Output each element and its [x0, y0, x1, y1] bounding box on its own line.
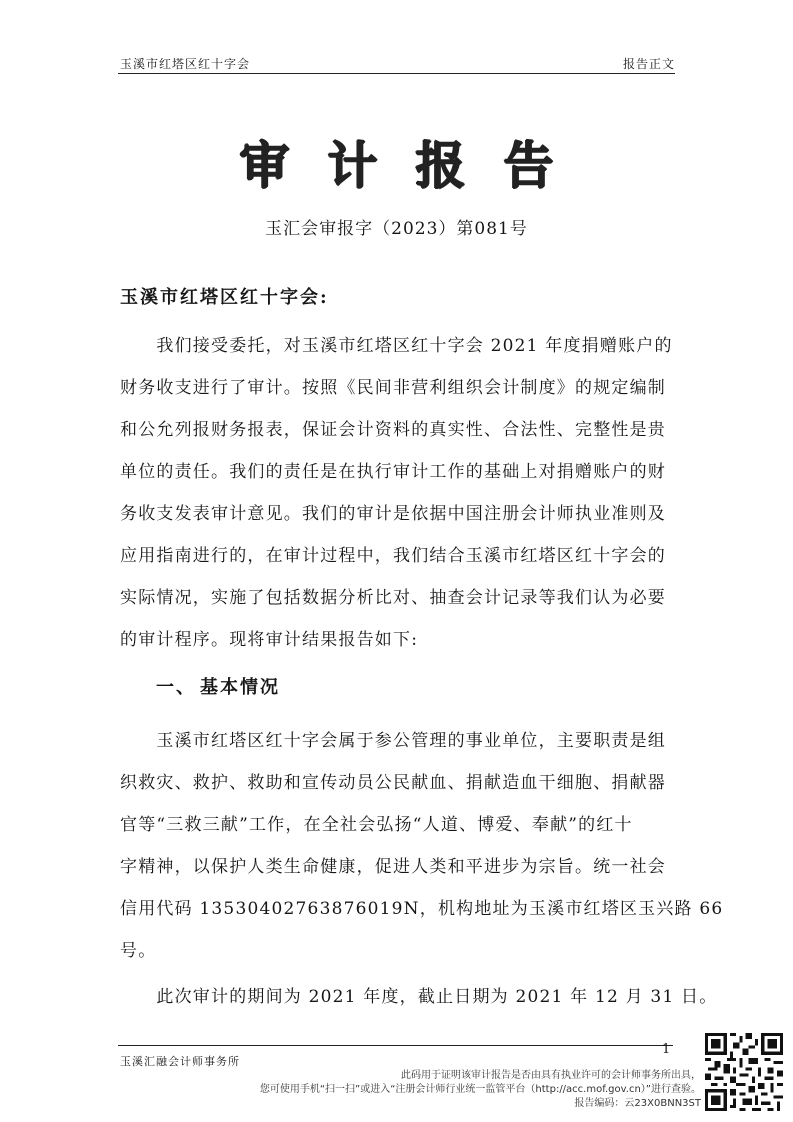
footer-divider [118, 1045, 673, 1046]
page-title: 审计报告 [239, 137, 592, 195]
addressee: 玉溪市红塔区红十字会: [120, 287, 329, 308]
paragraph-1-line: 实际情况，实施了包括数据分析比对、抽查会计记录等我们认为必要 [120, 588, 666, 608]
paragraph-2-line: 官等“三救三献”工作，在全社会弘扬“人道、博爱、奉献”的红十 [120, 815, 633, 835]
page-number: 1 [662, 1042, 671, 1057]
paragraph-1-line: 的审计程序。现将审计结果报告如下: [120, 630, 419, 650]
verify-note-line-2: 您可使用手机“扫一扫”或进入“注册会计师行业统一监管平台（http://acc.mof.gov.cn）”进行查验。 [259, 1084, 701, 1095]
paragraph-2-line: 号。 [120, 941, 157, 961]
section-number: 一、 [156, 677, 196, 698]
paragraph-3-line: 此次审计的期间为 2021 年度，截止日期为 2021 年 12 月 31 日。 [120, 987, 718, 1007]
header-divider [118, 73, 675, 74]
section-heading [156, 673, 280, 699]
paragraph-2-line: 织救灾、救护、救助和宣传动员公民献血、捐献造血干细胞、捐献器 [120, 773, 666, 793]
paragraph-1-line: 我们接受委托，对玉溪市红塔区红十字会 2021 年度捐赠账户的 [120, 336, 673, 356]
paragraph-2-line: 信用代码 13530402763876019N，机构地址为玉溪市红塔区玉兴路 66 [120, 899, 724, 919]
report-code: 报告编码：云23X0BNN3ST [574, 1098, 701, 1109]
paragraph-2-line: 玉溪市红塔区红十字会属于参公管理的事业单位，主要职责是组 [120, 731, 666, 751]
header-section-label: 报告正文 [622, 57, 675, 71]
header-org: 玉溪市红塔区红十字会 [120, 57, 251, 71]
paragraph-1-line: 财务收支进行了审计。按照《民间非营利组织会计制度》的规定编制 [120, 378, 666, 398]
section-title: 基本情况 [200, 677, 280, 698]
paragraph-1-line: 和公允列报财务报表，保证会计资料的真实性、合法性、完整性是贵 [120, 420, 666, 440]
qr-code-icon [705, 1033, 783, 1111]
paragraph-1-line: 单位的责任。我们的责任是在执行审计工作的基础上对捐赠账户的财 [120, 462, 666, 482]
document-number: 玉汇会审报字（2023）第081号 [265, 219, 528, 239]
paragraph-1-line: 务收支发表审计意见。我们的审计是依据中国注册会计师执业准则及 [120, 504, 666, 524]
verify-note-line-1: 此码用于证明该审计报告是否由具有执业许可的会计师事务所出具， [401, 1070, 701, 1081]
paragraph-2-line: 字精神，以保护人类生命健康，促进人类和平进步为宗旨。统一社会 [120, 857, 666, 877]
footer-firm: 玉溪汇融会计师事务所 [120, 1055, 240, 1068]
paragraph-1-line: 应用指南进行的，在审计过程中，我们结合玉溪市红塔区红十字会的 [120, 546, 666, 566]
